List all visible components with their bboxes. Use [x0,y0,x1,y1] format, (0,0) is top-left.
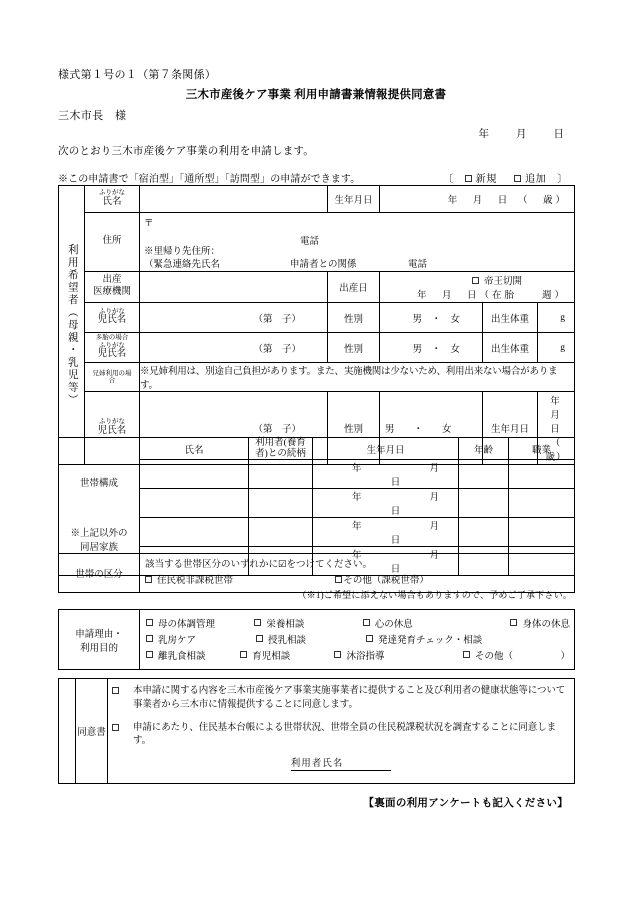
child-gender-input-cell[interactable] [380,303,483,333]
reason-option-weaning-food[interactable] [146,648,240,662]
reason-option-development-check[interactable] [366,632,516,646]
checkbox-bathing-guidance-icon[interactable] [334,651,341,658]
signature-label: 利用者氏名 [291,759,392,771]
address-label: 住所 [102,236,122,247]
name-input-cell[interactable] [140,186,328,213]
sibling-furigana-label: ふりがな [99,418,125,426]
footer-note: 【裏面の利用アンケートも記入ください】 [363,798,568,809]
address-tel-label-1: 電話 [300,237,320,247]
applicant-vertical-label: 利用希望者（母親・乳児等） [66,243,78,407]
reason-option-label: 離乳食相談 [158,651,206,662]
checkbox-add-icon[interactable] [514,175,521,182]
household-cell-relation[interactable] [249,518,313,547]
relation-to-applicant-label: 申請者との関係 [290,260,357,270]
household-cell-birthdate[interactable]: 年 月 日 [313,489,459,518]
multiple-birth-gender-options: 男 ・ 女 [412,344,460,355]
child-gender-label: 性別 [343,314,363,325]
reason-wrapper [58,609,574,670]
checkbox-mental-rest-icon[interactable] [363,619,370,626]
household-category-options [140,554,574,592]
applicant-table [58,185,585,465]
table-row-birth-facility [59,272,575,303]
household-cell-birthdate[interactable]: 年 月 日 [313,460,459,489]
household-col-job: 職業 [509,438,575,460]
lead-sentence: 次のとおり三木市産後ケア事業の利用を申請します。 [58,146,314,157]
checkbox-other-taxable-icon[interactable] [335,576,342,583]
application-types-note: ※この申請書で「宿泊型」「通所型」「訪問型」の申請ができます。 [58,174,361,185]
household-category-choices [145,573,569,589]
household-col-birthdate: 生年月日 [313,438,459,460]
household-label-sub-line2: 同居家族 [79,542,118,553]
reason-options-grid [140,612,574,668]
checkbox-childcare-icon[interactable] [240,651,247,658]
consent-table [58,678,575,784]
child-birth-order: （第 子） [253,314,301,325]
sibling-warning-text: ※兄姉利用は、別途自己負担があります。また、実施機関は少ないため、利用出来ない場合があります。 [140,363,575,392]
form-number: 様式第１号の１（第７条関係） [58,69,217,81]
multiple-birth-weight-label-cell [483,333,538,363]
reason-option-label: 身体の休息 [522,619,570,630]
table-row-name [59,186,575,213]
return-home-address-label: ※里帰り先住所： [144,247,221,257]
checkbox-breast-care-icon[interactable] [146,635,153,642]
address-tel-label-2: 電話 [408,260,428,270]
child-label-cell [85,303,140,333]
address-input-cell[interactable] [140,213,575,272]
address-fields [140,213,574,271]
multiple-birth-note: 多胎の場合 [95,334,129,342]
checkbox-development-check-icon[interactable] [366,635,373,642]
household-category-label: 世帯の区分 [59,554,140,593]
birth-facility-label-cell [85,272,140,303]
reason-option-bathing-guidance[interactable] [334,648,463,662]
household-cell-name[interactable] [140,460,249,489]
birthdate-input-cell[interactable] [380,186,575,213]
reason-table [58,609,575,670]
household-category-option-1: 住民税非課税世帯 [157,576,234,587]
checkbox-physical-rest-icon[interactable] [510,619,517,626]
multiple-birth-gender-label-cell [328,333,380,363]
reason-option-label: 発達発育チェック・相談 [378,635,483,646]
multiple-birth-order: （第 子） [253,344,301,355]
consent-wrapper [58,678,574,784]
child-gender-label-cell [328,303,380,333]
household-category-note: （※1)ご希望に添えない場合もありますので、予めご了承下さい。 [297,590,572,600]
consent-label: 同意書 [76,679,108,784]
birth-facility-label-line1: 出産 [102,275,122,286]
reason-options-row [146,648,570,662]
consent-row [59,679,575,784]
child-weight-label-cell [483,303,538,333]
consent-item-1-text: 本申請に関する内容を三木市産後ケア事業実施事業者に提供すること及び利用者の健康状態等について事業者から三木市に情報提供することに同意します。 [133,686,566,710]
birth-date-label-cell [328,272,380,303]
consent-spacer-cell [59,679,76,784]
applicant-table-wrapper [58,185,585,465]
checkbox-weaning-food-icon[interactable] [146,651,153,658]
reason-label-cell [59,610,140,670]
reason-option-label: 栄養相談 [266,619,305,630]
sibling-gender-options: 男 ・ 女 [385,425,452,435]
checkbox-cesarean-icon[interactable] [472,277,479,284]
reason-option-nutrition[interactable] [254,616,362,630]
household-cell-relation[interactable] [249,489,313,518]
birth-date-label: 出産日 [339,284,368,294]
household-cell-relation[interactable] [249,460,313,489]
table-row-sibling-note [59,363,575,392]
application-type-row [58,170,574,185]
birthdate-label: 生年月日 [334,196,373,206]
name-label-cell [85,186,140,213]
reason-option-breast-care[interactable] [146,632,256,646]
reason-option-label: 母の体調管理 [158,619,216,630]
checkbox-consent-2-icon[interactable] [112,724,119,731]
bracket-close: 〕 [557,174,568,185]
bracket-open: 〔 [443,174,454,185]
household-col-name: 氏名 [140,438,249,460]
multiple-birth-weight-unit: g [560,342,565,353]
sibling-birthdate-line1: 年 月 日 [550,397,585,435]
birthdate-placeholder: 年 月 日 （ 歳） [447,196,568,206]
checkbox-mother-health-icon[interactable] [146,619,153,626]
household-cell-job[interactable] [509,518,575,547]
household-cell-job[interactable] [509,460,575,489]
address-label-cell [85,213,140,272]
sibling-note-label-line1: 兄姉利用の場 [92,369,132,377]
sibling-note-label-line2: 合 [108,377,116,384]
reason-option-label: 乳房ケア [158,635,197,646]
reason-option-physical-rest[interactable] [510,616,570,630]
birth-facility-label-line2: 医療機関 [92,287,131,297]
signature-line[interactable] [108,755,574,769]
child-weight-input-cell[interactable] [538,303,575,333]
postal-mark: 〒 [144,219,154,229]
consent-item-2-text: 申請にあたり、住民基本台帳による世帯状況、世帯全員の住民税課税状況を調査することに同意します。 [133,722,557,747]
reason-option-label: 心の休息 [374,619,413,630]
household-category-option-2: その他（課税世帯） [343,576,429,587]
reason-options-row [146,632,570,646]
reason-label-line2: 利用目的 [79,643,118,654]
page-title: 三木市産後ケア事業 利用申請書兼情報提供同意書 [185,89,447,101]
birth-date-input-cell[interactable] [380,272,575,303]
reason-options-cell [140,610,575,670]
checkbox-new-icon[interactable] [465,175,472,182]
addressee: 三木市長 様 [58,110,127,122]
label-new: 新規 [475,174,497,185]
household-col-relation-line1: 利用者(養育 [255,438,306,449]
sibling-birthdate-line2: （ 歳） [545,439,583,463]
sibling-name-label: 児氏名 [97,425,127,436]
reason-option-mother-health[interactable] [146,616,254,630]
cesarean-label: 帝王切開 [483,277,522,287]
name-label: 氏名 [102,196,122,207]
multiple-birth-name-label: 児氏名 [97,349,127,360]
consent-item-2[interactable] [112,722,568,750]
household-category-options-cell [140,554,575,593]
multiple-birth-label-cell [85,333,140,363]
household-label-sub-line1: ※上記以外の [70,528,128,539]
consent-item-1[interactable] [112,685,568,713]
checkbox-other-icon[interactable] [463,651,470,658]
reason-option-label: 授乳相談 [268,635,307,646]
reason-label-line1: 申請理由・ [75,629,123,640]
household-col-relation [249,438,313,460]
reason-option-label: 沐浴指導 [346,651,385,662]
child-name-label: 児氏名 [97,315,127,326]
child-weight-unit: g [560,312,565,323]
child-name-input-cell[interactable] [140,303,328,333]
checkbox-breastfeeding-icon[interactable] [256,635,263,642]
table-row-child [59,303,575,333]
household-label-main: 世帯構成 [79,478,118,489]
household-col-age: 年齢 [459,438,509,460]
multiple-birth-gender-input-cell[interactable] [380,333,483,363]
checkbox-nontaxable-icon[interactable] [145,576,152,583]
applicant-vertical-label-cell [59,186,85,465]
submission-date-line: 年 月 日 [478,129,566,140]
household-cell-birthdate[interactable]: 年 月 日 [313,547,459,576]
reason-options-row [146,616,570,630]
household-cell-name[interactable] [140,518,249,547]
reason-option-childcare[interactable] [240,648,334,662]
household-cell-job[interactable] [509,489,575,518]
sibling-note-label-cell [85,363,140,392]
reason-option-breastfeeding[interactable] [256,632,366,646]
reason-option-other[interactable] [463,648,570,662]
reason-row [59,610,575,670]
table-row-multiple-birth [59,333,575,363]
child-weight-label: 出生体重 [490,314,529,325]
sibling-gender-label: 性別 [343,425,363,435]
reason-option-mental-rest[interactable] [363,616,511,630]
multiple-birth-weight-input-cell[interactable] [538,333,575,363]
consent-body [108,679,574,783]
sibling-birthdate-label: 生年月日 [490,425,529,435]
child-furigana-label: ふりがな [99,307,125,315]
table-row-address [59,213,575,272]
household-cell-birthdate[interactable]: 年 月 日 [313,518,459,547]
multiple-birth-gender-label: 性別 [343,344,363,355]
sibling-birth-order: （第 子） [253,425,301,435]
consent-body-cell [108,679,575,784]
form-header [58,66,574,185]
cesarean-option[interactable] [384,273,570,287]
multiple-birth-weight-label: 出生体重 [490,344,529,355]
reason-option-label: 育児相談 [252,651,291,662]
multiple-birth-furigana-label: ふりがな [99,341,125,349]
checkbox-consent-1-icon[interactable] [112,687,119,694]
emergency-contact-label: （緊急連絡先氏名 [144,260,221,270]
checkbox-nutrition-icon[interactable] [254,619,261,626]
household-col-relation-line2: 者)との続柄 [255,448,306,459]
birthdate-label-cell [328,186,380,213]
application-type-choices [443,170,574,185]
household-cell-name[interactable] [140,489,249,518]
birth-date-placeholder: 年 月 日（在胎 週） [416,291,567,301]
child-gender-options: 男 ・ 女 [412,314,460,325]
multiple-birth-name-input-cell[interactable] [140,333,328,363]
birth-facility-input-cell[interactable] [140,272,328,303]
household-header-row [59,438,575,460]
household-category-instruction: 該当する世帯区分のいずれかに☑をつけてください。 [145,560,373,570]
label-add: 追加 [525,174,547,185]
furigana-label: ふりがな [99,189,125,197]
household-category-row [59,554,575,593]
reason-option-label: その他（ ） [474,651,570,662]
